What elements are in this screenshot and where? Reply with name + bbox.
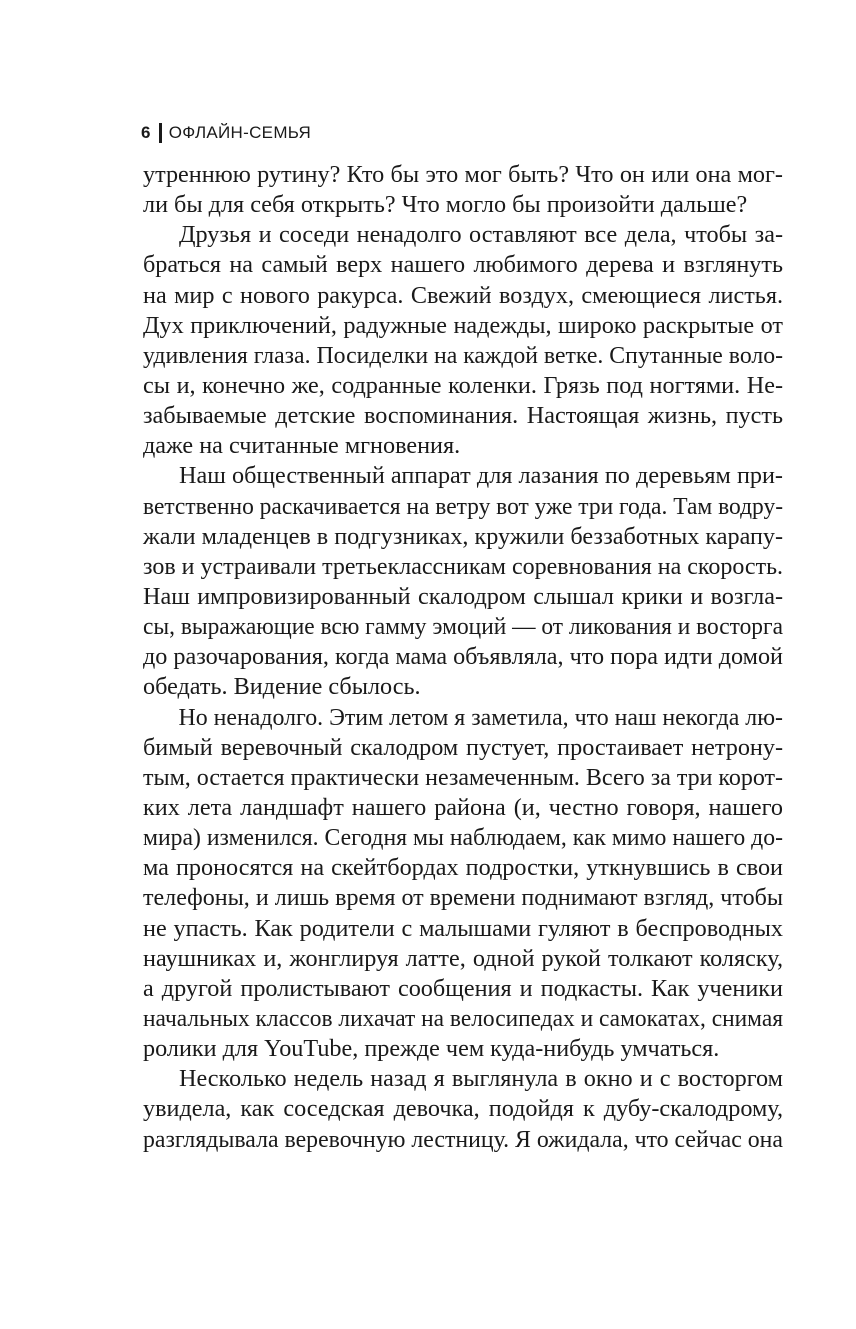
text-line: браться на самый верх нашего любимого дерева и взглянуть xyxy=(143,251,783,279)
paragraph xyxy=(143,160,783,220)
text-line: ветственно раскачивается на ветру вот уже три года. Там водру- xyxy=(143,492,784,520)
text-line: тым, остается практически незамеченным. Всего за три корот- xyxy=(143,763,784,791)
header-divider xyxy=(159,123,162,143)
text-line: обедать. Видение сбылось. xyxy=(143,673,421,701)
text-line: забываемые детские воспоминания. Настоящая жизнь, пусть xyxy=(143,402,783,430)
text-line: бимый веревочный скалодром пустует, простаивает нетрону- xyxy=(143,733,783,761)
paragraph xyxy=(143,1064,783,1154)
paragraph xyxy=(143,703,783,1065)
text-line: Друзья и соседи ненадолго оставляют все дела, чтобы за- xyxy=(179,221,783,249)
running-head xyxy=(141,122,311,144)
text-line: даже на считанные мгновения. xyxy=(143,432,461,460)
text-line: а другой пролистывают сообщения и подкасты. Как ученики xyxy=(143,974,783,1002)
running-title: ОФЛАЙН-СЕМЬЯ xyxy=(168,123,312,142)
body-text xyxy=(143,160,783,1155)
text-line: ких лета ландшафт нашего района (и, честно говоря, нашего xyxy=(143,793,783,821)
text-line: на мир с нового ракурса. Свежий воздух, смеющиеся листья. xyxy=(143,281,783,309)
page-number: 6 xyxy=(141,123,151,142)
text-line: наушниках и, жонглируя латте, одной рукой толкают коляску, xyxy=(143,944,783,972)
text-line: мира) изменился. Сегодня мы наблюдаем, как мимо нашего до- xyxy=(143,824,783,852)
text-line: Несколько недель назад я выглянула в окно и с восторгом xyxy=(179,1065,783,1093)
text-line: начальных классов лихачат на велосипедах и самокатах, снимая xyxy=(143,1004,784,1032)
text-line: Наш импровизированный скалодром слышал крики и возгла- xyxy=(143,582,783,610)
text-line: ли бы для себя открыть? Что могло бы произойти дальше? xyxy=(143,191,748,219)
text-line: жали младенцев в подгузниках, кружили беззаботных карапу- xyxy=(143,522,784,550)
text-line: сы и, конечно же, содранные коленки. Грязь под ногтями. Не- xyxy=(143,371,783,399)
text-line: Наш общественный аппарат для лазания по деревьям при- xyxy=(179,462,783,490)
text-line: до разочарования, когда мама объявляла, что пора идти домой xyxy=(143,643,783,671)
paragraph xyxy=(143,220,783,461)
text-line: Дух приключений, радужные надежды, широко раскрытые от xyxy=(143,311,783,339)
text-line: разглядывала веревочную лестницу. Я ожидала, что сейчас она xyxy=(143,1125,783,1153)
text-line: Но ненадолго. Этим летом я заметила, что наш некогда лю- xyxy=(178,703,783,731)
text-line: ма проносятся на скейтбордах подростки, уткнувшись в свои xyxy=(143,854,783,882)
text-line: телефоны, и лишь время от времени поднимают взгляд, чтобы xyxy=(143,884,784,912)
text-line: ролики для YouTube, прежде чем куда-нибудь умчаться. xyxy=(143,1035,720,1063)
text-line: не упасть. Как родители с малышами гуляют в беспроводных xyxy=(143,914,783,942)
text-line: утреннюю рутину? Кто бы это мог быть? Что он или она мог- xyxy=(143,161,783,188)
text-line: сы, выражающие всю гамму эмоций — от ликования и восторга xyxy=(143,613,784,641)
text-line: удивления глаза. Посиделки на каждой ветке. Спутанные воло- xyxy=(143,341,784,369)
text-line: увидела, как соседская девочка, подойдя к дубу-скалодрому, xyxy=(143,1095,783,1123)
paragraph xyxy=(143,461,783,702)
text-line: зов и устраивали третьеклассникам соревнования на скорость. xyxy=(143,552,784,580)
